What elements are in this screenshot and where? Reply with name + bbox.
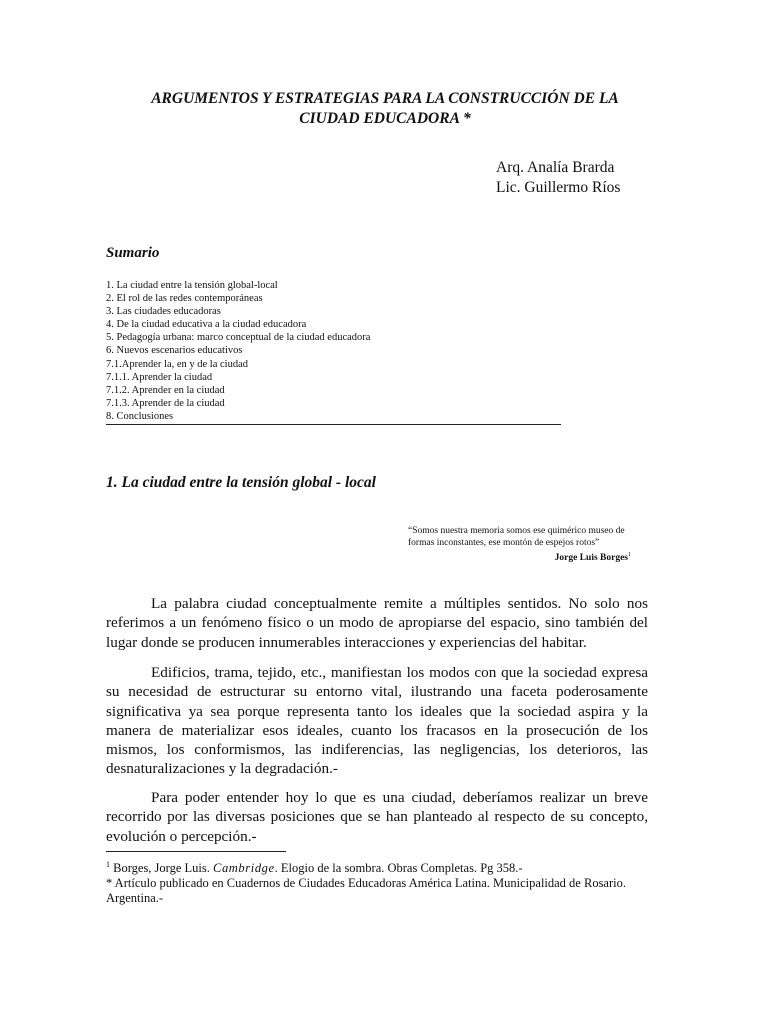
author-name: Arq. Analía Brarda	[496, 159, 615, 176]
epigraph-quote-line-1: “Somos nuestra memoria somos ese quimérico museo de	[408, 526, 625, 536]
toc-item: 8. Conclusiones	[106, 410, 174, 422]
footnote-1-title: Cambridge	[213, 861, 275, 876]
footnote-1	[106, 857, 651, 876]
epigraph-author: Jorge Luis Borges	[554, 553, 628, 564]
toc-item: 7.1.Aprender la, en y de la ciudad	[106, 358, 248, 370]
toc-item: 7.1.3. Aprender de la ciudad	[106, 397, 225, 409]
section-heading: 1. La ciudad entre la tensión global - local	[106, 474, 376, 491]
toc-item: 3. Las ciudades educadoras	[106, 306, 221, 318]
body-paragraph: Para poder entender hoy lo que es una ciudad, deberíamos realizar un breve recorrido por las diversas posiciones que se han planteado al respecto de su concepto, evolución o percepción.-	[106, 789, 648, 845]
toc-item: 7.1.2. Aprender en la ciudad	[106, 384, 225, 396]
body-paragraph: Edificios, trama, tejido, etc., manifiestan los modos con que la sociedad expresa su necesidad de estructurar su entorno vital, ilustrando una faceta poderosamente significativa ya sea porque representa tanto los ideales que la sociedad aspira y la manera de materializar esos ideales, cuanto los fracasos en la prosecución de los mismos, los conformismos, las indiferencias, las negligencias, los deterioros, las desnaturalizaciones y la degradación.-	[106, 664, 648, 778]
footnote-number: 1	[106, 860, 110, 869]
title-line-2: CIUDAD EDUCADORA *	[299, 110, 471, 127]
toc-item: 5. Pedagogía urbana: marco conceptual de la ciudad educadora	[106, 332, 371, 344]
footnote-reference: 1	[628, 552, 631, 558]
document-title	[100, 89, 670, 129]
toc-item: 2. El rol de las redes contemporáneas	[106, 293, 263, 305]
toc-item: 6. Nuevos escenarios educativos	[106, 345, 243, 357]
toc-item: 1. La ciudad entre la tensión global-local	[106, 280, 278, 291]
footnote-1-pre: Borges, Jorge Luis.	[110, 861, 214, 876]
footnote-divider	[106, 851, 286, 852]
author-block	[496, 158, 620, 198]
sumario-heading: Sumario	[106, 245, 160, 261]
footnotes	[106, 857, 651, 906]
toc-divider	[106, 424, 561, 425]
table-of-contents	[106, 279, 370, 423]
title-line-1: ARGUMENTOS Y ESTRATEGIAS PARA LA CONSTRUCCIÓN DE LA	[151, 90, 619, 107]
footnote-1-post: . Elogio de la sombra. Obras Completas. Pg 358.-	[274, 861, 523, 876]
body-paragraph: La palabra ciudad conceptualmente remite a múltiples sentidos. No solo nos referimos a un fenómeno físico o un modo de apropiarse del espacio, sino también del lugar donde se producen innumerables interacciones y experiencias del habitar.	[106, 595, 648, 651]
toc-item: 4. De la ciudad educativa a la ciudad educadora	[106, 319, 307, 331]
author-name: Lic. Guillermo Ríos	[496, 179, 621, 196]
epigraph	[408, 526, 653, 565]
epigraph-attribution	[408, 550, 631, 565]
epigraph-quote-line-2: formas inconstantes, ese montón de espejos rotos”	[408, 537, 600, 548]
footnote-2: * Artículo publicado en Cuadernos de Ciudades Educadoras América Latina. Municipalidad de Rosario. Argentina.-	[106, 876, 626, 906]
toc-item: 7.1.1. Aprender la ciudad	[106, 371, 213, 383]
